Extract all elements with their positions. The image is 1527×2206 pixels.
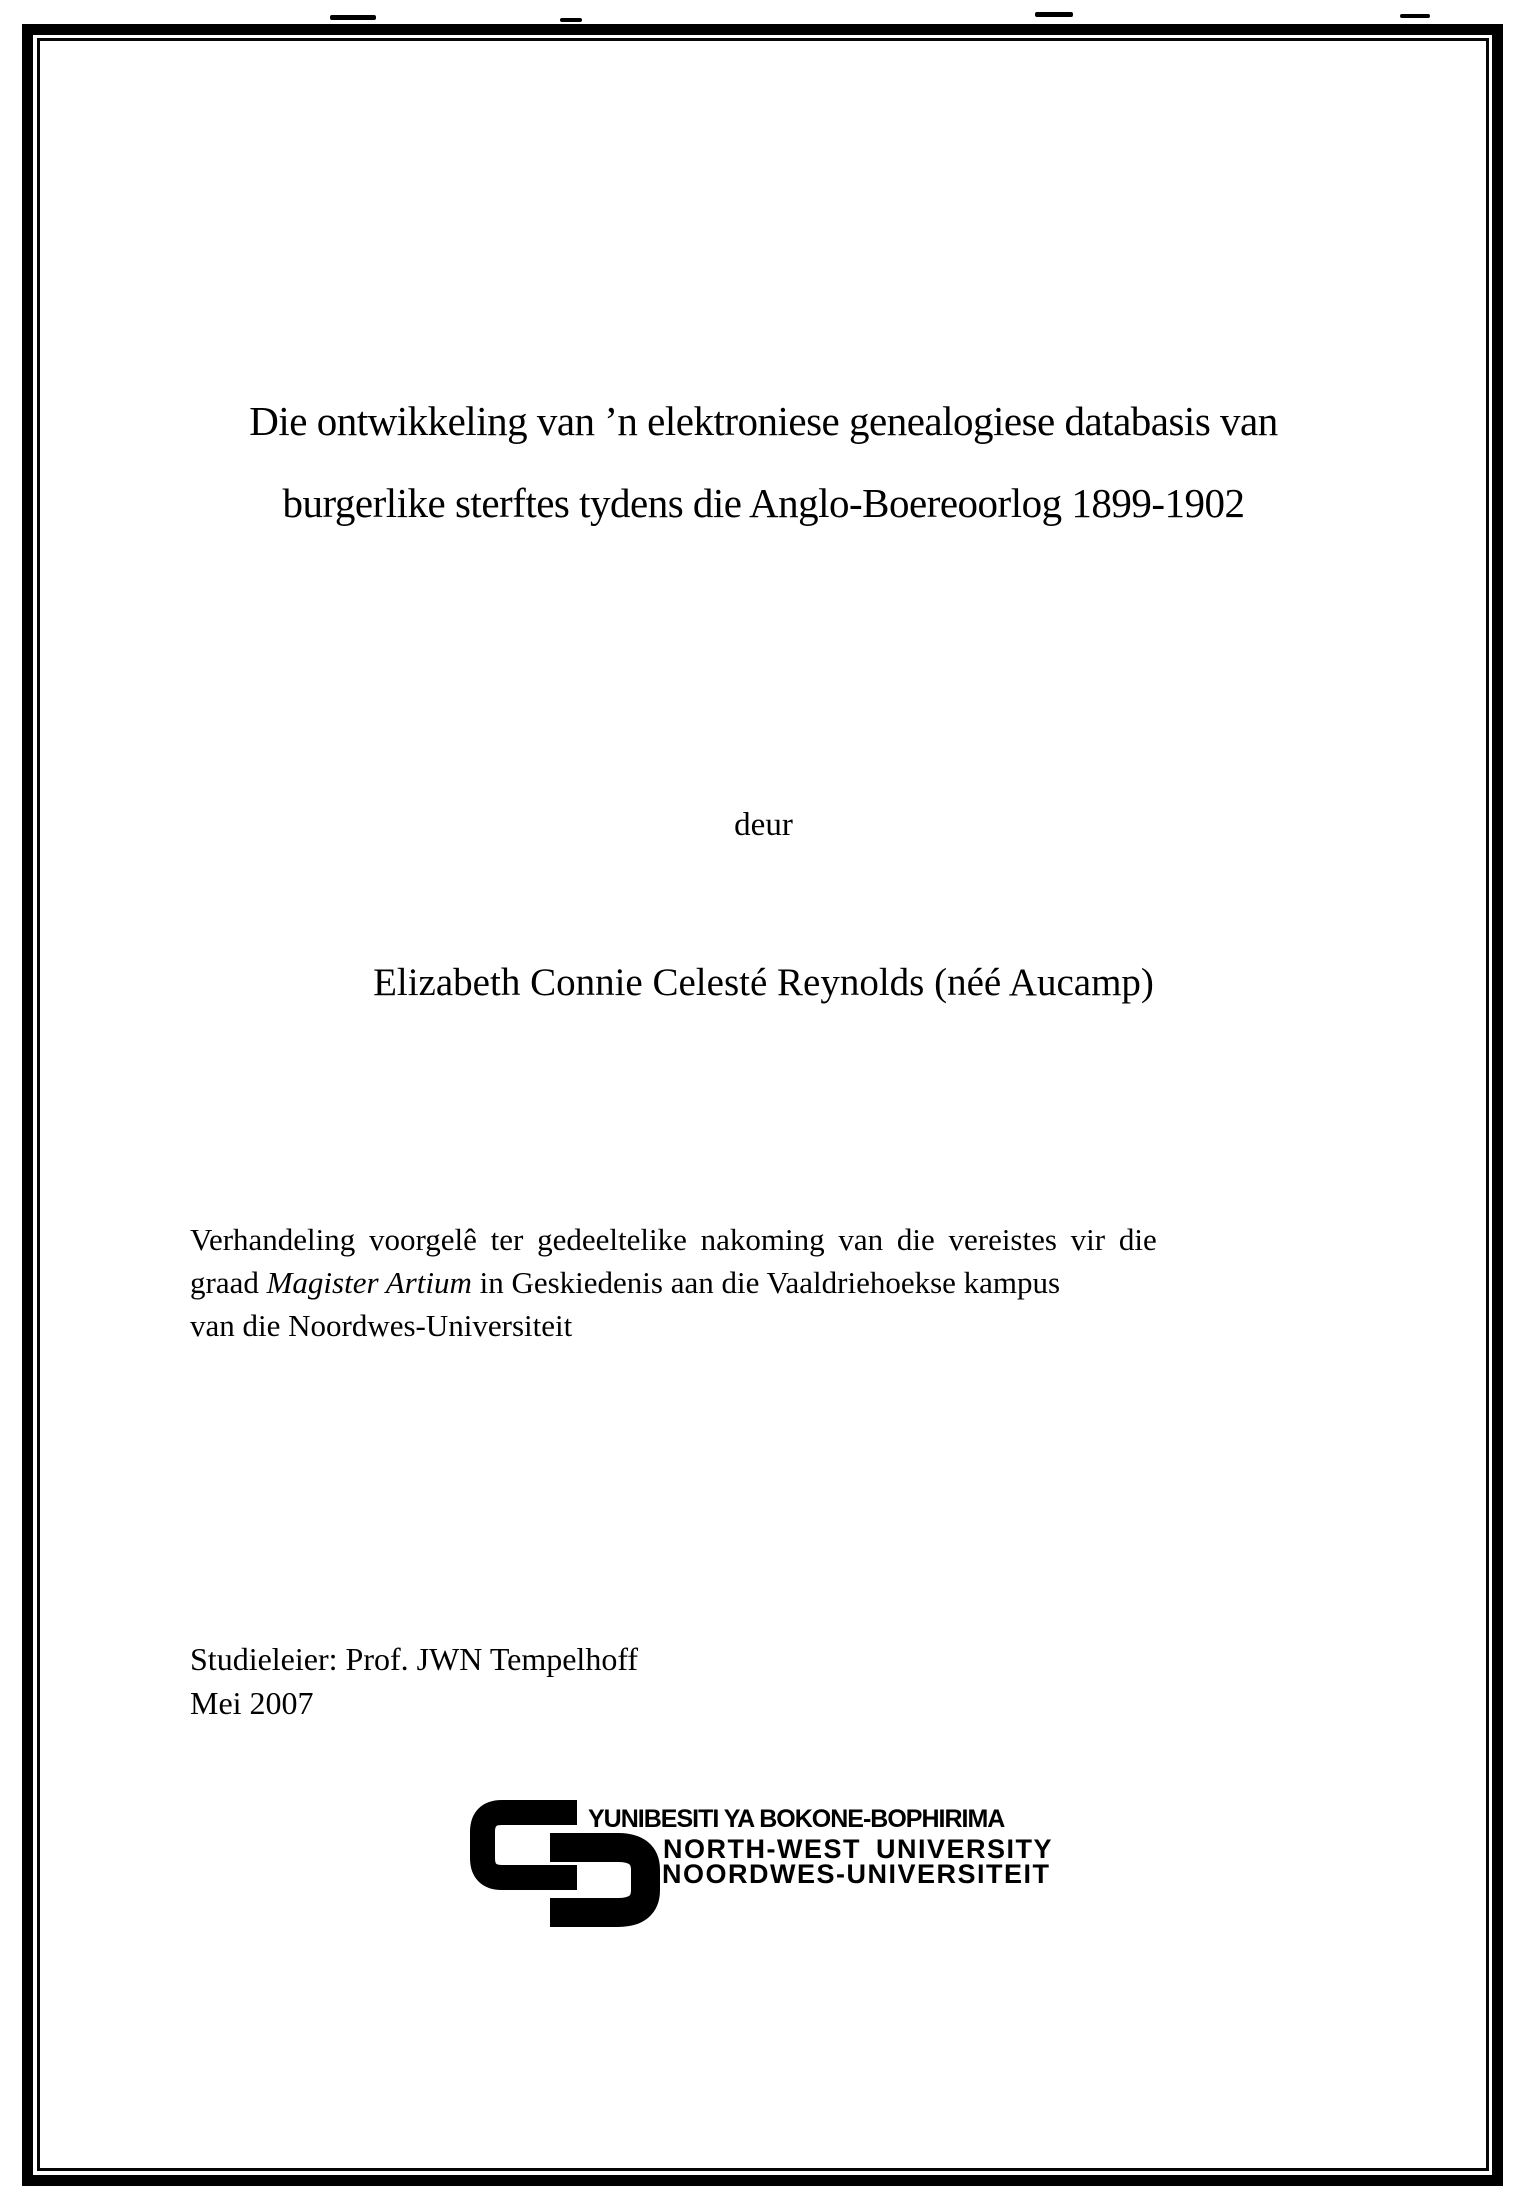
title-line-2: burgerlike sterftes tydens die Anglo-Boereoorlog 1899-1902 xyxy=(282,480,1245,526)
scan-noise xyxy=(330,15,376,20)
thesis-title xyxy=(0,380,1527,544)
byline: deur xyxy=(734,807,793,843)
description-line-1: Verhandeling voorgelê ter gedeeltelike nakoming van die vereistes vir die xyxy=(190,1222,1157,1257)
description-line-2-suffix: in Geskiedenis aan die Vaaldriehoekse kampus xyxy=(479,1265,1061,1300)
thesis-description xyxy=(190,1218,1342,1347)
description-line-2 xyxy=(190,1261,1342,1304)
scan-noise xyxy=(1400,14,1430,18)
supervisor-line: Studieleier: Prof. JWN Tempelhoff xyxy=(190,1641,639,1677)
logo-text-setswana: YUNIBESITI YA BOKONE-BOPHIRIMA xyxy=(588,1805,1005,1833)
degree-name-italic: Magister Artium xyxy=(266,1265,472,1300)
description-line-3: van die Noordwes-Universiteit xyxy=(190,1308,573,1343)
logo-text-english: NORTH-WEST UNIVERSITY xyxy=(663,1834,1054,1864)
logo-text-afrikaans: NOORDWES-UNIVERSITEIT xyxy=(662,1859,1051,1889)
date-line: Mei 2007 xyxy=(190,1685,314,1721)
scan-noise xyxy=(560,18,582,22)
title-line-1: Die ontwikkeling van ’n elektroniese genealogiese databasis van xyxy=(249,398,1278,444)
supervisor-block xyxy=(190,1637,638,1725)
scan-noise xyxy=(1035,12,1073,17)
description-line-2-prefix: graad xyxy=(190,1265,259,1300)
author-name: Elizabeth Connie Celesté Reynolds (néé Aucamp) xyxy=(373,961,1154,1004)
